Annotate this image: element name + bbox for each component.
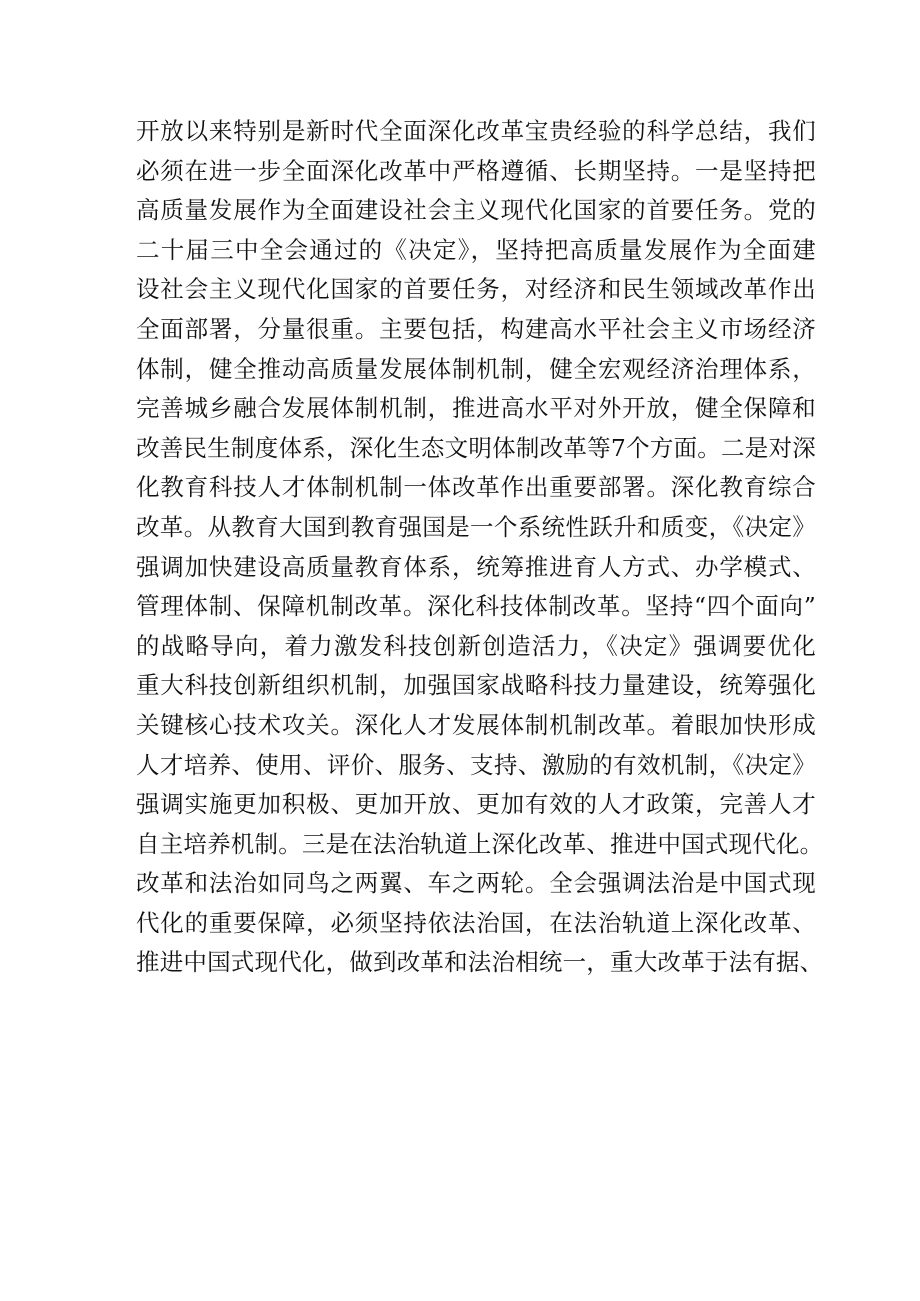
text-line: 推进中国式现代化，做到改革和法治相统一，重大改革于法有据、: [136, 948, 824, 977]
text-line: 改善民生制度体系，深化生态文明体制改革等7个方面。二是对深: [136, 433, 816, 462]
text-line: 改革。从教育大国到教育强国是一个系统性跃升和质变，《决定》: [136, 512, 816, 541]
text-line: 改革和法治如同鸟之两翼、车之两轮。全会强调法治是中国式现: [136, 869, 816, 898]
text-line: 必须在进一步全面深化改革中严格遵循、长期坚持。一是坚持把: [136, 156, 816, 185]
text-line: 完善城乡融合发展体制机制，推进高水平对外开放，健全保障和: [136, 394, 816, 423]
text-line: 重大科技创新组织机制，加强国家战略科技力量建设，统筹强化: [136, 671, 816, 700]
text-line: 开放以来特别是新时代全面深化改革宝贵经验的科学总结，我们: [136, 117, 816, 145]
text-line: 强调加快建设高质量教育体系，统筹推进育人方式、办学模式、: [136, 552, 816, 581]
text-line: 关键核心技术攻关。深化人才发展体制机制改革。着眼加快形成: [136, 710, 816, 739]
body-text: [136, 112, 824, 983]
text-line: 人才培养、使用、评价、服务、支持、激励的有效机制，《决定》: [136, 750, 816, 779]
text-line: 二十届三中全会通过的《决定》，坚持把高质量发展作为全面建: [136, 235, 816, 264]
text-line: 设社会主义现代化国家的首要任务，对经济和民生领域改革作出: [136, 275, 816, 304]
text-line: 代化的重要保障，必须坚持依法治国，在法治轨道上深化改革、: [136, 908, 816, 937]
text-line: 自主培养机制。三是在法治轨道上深化改革、推进中国式现代化。: [136, 829, 824, 858]
text-line: 强调实施更加积极、更加开放、更加有效的人才政策，完善人才: [136, 790, 816, 819]
text-line: 化教育科技人才体制机制一体改革作出重要部署。深化教育综合: [136, 473, 816, 502]
text-line: 高质量发展作为全面建设社会主义现代化国家的首要任务。党的: [136, 196, 816, 225]
text-line: 体制，健全推动高质量发展体制机制，健全宏观经济治理体系，: [136, 354, 816, 383]
text-line: 的战略导向，着力激发科技创新创造活力，《决定》强调要优化: [136, 631, 816, 660]
text-line: 管理体制、保障机制改革。深化科技体制改革。坚持“四个面向”: [136, 592, 816, 621]
text-line: 全面部署，分量很重。主要包括，构建高水平社会主义市场经济: [136, 314, 816, 343]
